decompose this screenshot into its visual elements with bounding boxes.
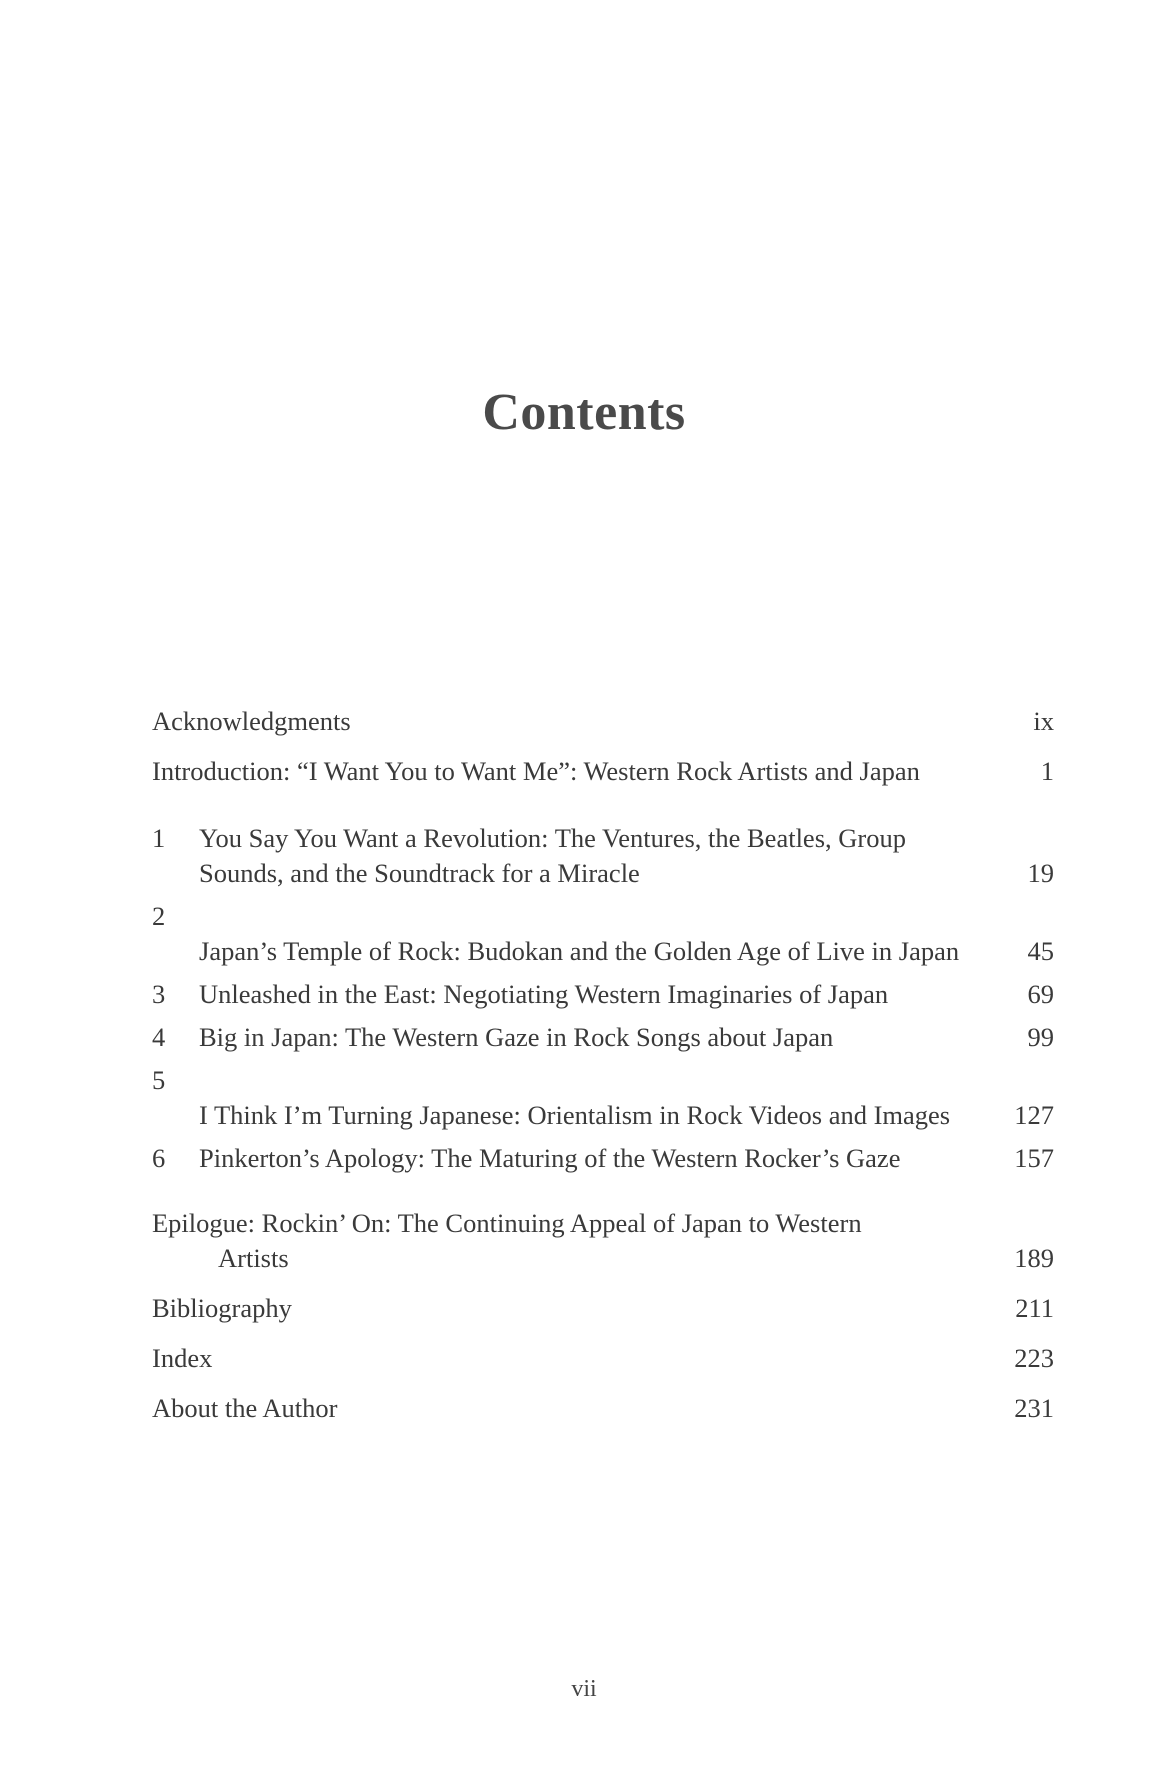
toc-entry-acknowledgments [152,704,1054,739]
toc-chapter-3 [152,977,1054,1012]
toc-entry-page: 211 [1015,1293,1054,1323]
page-title: Contents [482,383,686,441]
toc-entry-page: 19 [1027,858,1054,888]
toc-entry-page: ix [1033,706,1054,736]
toc-entry-title: I Think I’m Turning Japanese: Orientalism in Rock Videos and Images [199,1100,951,1130]
toc-entry-index [152,1341,1054,1376]
table-of-contents [152,704,1054,1426]
toc-entry-title-line1: Epilogue: Rockin’ On: The Continuing Appeal of Japan to Western [152,1208,862,1238]
toc-chapter-5 [152,1063,1054,1133]
chapter-number: 6 [152,1143,166,1173]
toc-entry-title: Big in Japan: The Western Gaze in Rock Songs about Japan [199,1022,834,1052]
toc-entry-title: Acknowledgments [152,706,351,736]
toc-entry-title: Bibliography [152,1293,292,1323]
toc-entry-title: Introduction: “I Want You to Want Me”: Western Rock Artists and Japan [152,756,920,786]
toc-entry-title-line2: Artists [218,1243,289,1273]
toc-entry-page: 99 [1027,1022,1054,1052]
toc-entry-page: 157 [1014,1143,1054,1173]
toc-chapter-4 [152,1020,1054,1055]
toc-entry-page: 189 [1014,1243,1054,1273]
toc-entry-page: 223 [1014,1343,1054,1373]
toc-entry-title: Japan’s Temple of Rock: Budokan and the Golden Age of Live in Japan [199,936,960,966]
toc-entry-title: Index [152,1343,213,1373]
toc-entry-page: 1 [1040,756,1054,786]
page-number: vii [571,1676,597,1702]
toc-entry-page: 231 [1014,1393,1054,1423]
toc-entry-bibliography [152,1291,1054,1326]
chapter-number: 1 [152,823,166,853]
toc-entry-page: 45 [1027,936,1054,966]
toc-chapter-1 [152,821,1054,891]
toc-chapter-6 [152,1141,1054,1176]
toc-entry-epilogue [152,1206,1054,1276]
toc-entry-page: 69 [1027,979,1054,1009]
chapter-number: 4 [152,1022,166,1052]
toc-entry-page: 127 [1014,1100,1054,1130]
toc-chapter-2 [152,899,1054,969]
toc-entry-about-the-author [152,1391,1054,1426]
chapter-number: 3 [152,979,166,1009]
toc-entry-introduction [152,754,1054,789]
toc-entry-title: You Say You Want a Revolution: The Ventures, the Beatles, Group Sounds, and the Soundtrack for a Miracle [199,823,906,888]
toc-entry-title: About the Author [152,1393,338,1423]
toc-entry-title: Unleashed in the East: Negotiating Western Imaginaries of Japan [199,979,889,1009]
toc-entry-title: Pinkerton’s Apology: The Maturing of the Western Rocker’s Gaze [199,1143,901,1173]
toc-entry-title [152,1206,994,1276]
chapter-number: 2 [152,901,166,931]
chapter-number: 5 [152,1065,166,1095]
